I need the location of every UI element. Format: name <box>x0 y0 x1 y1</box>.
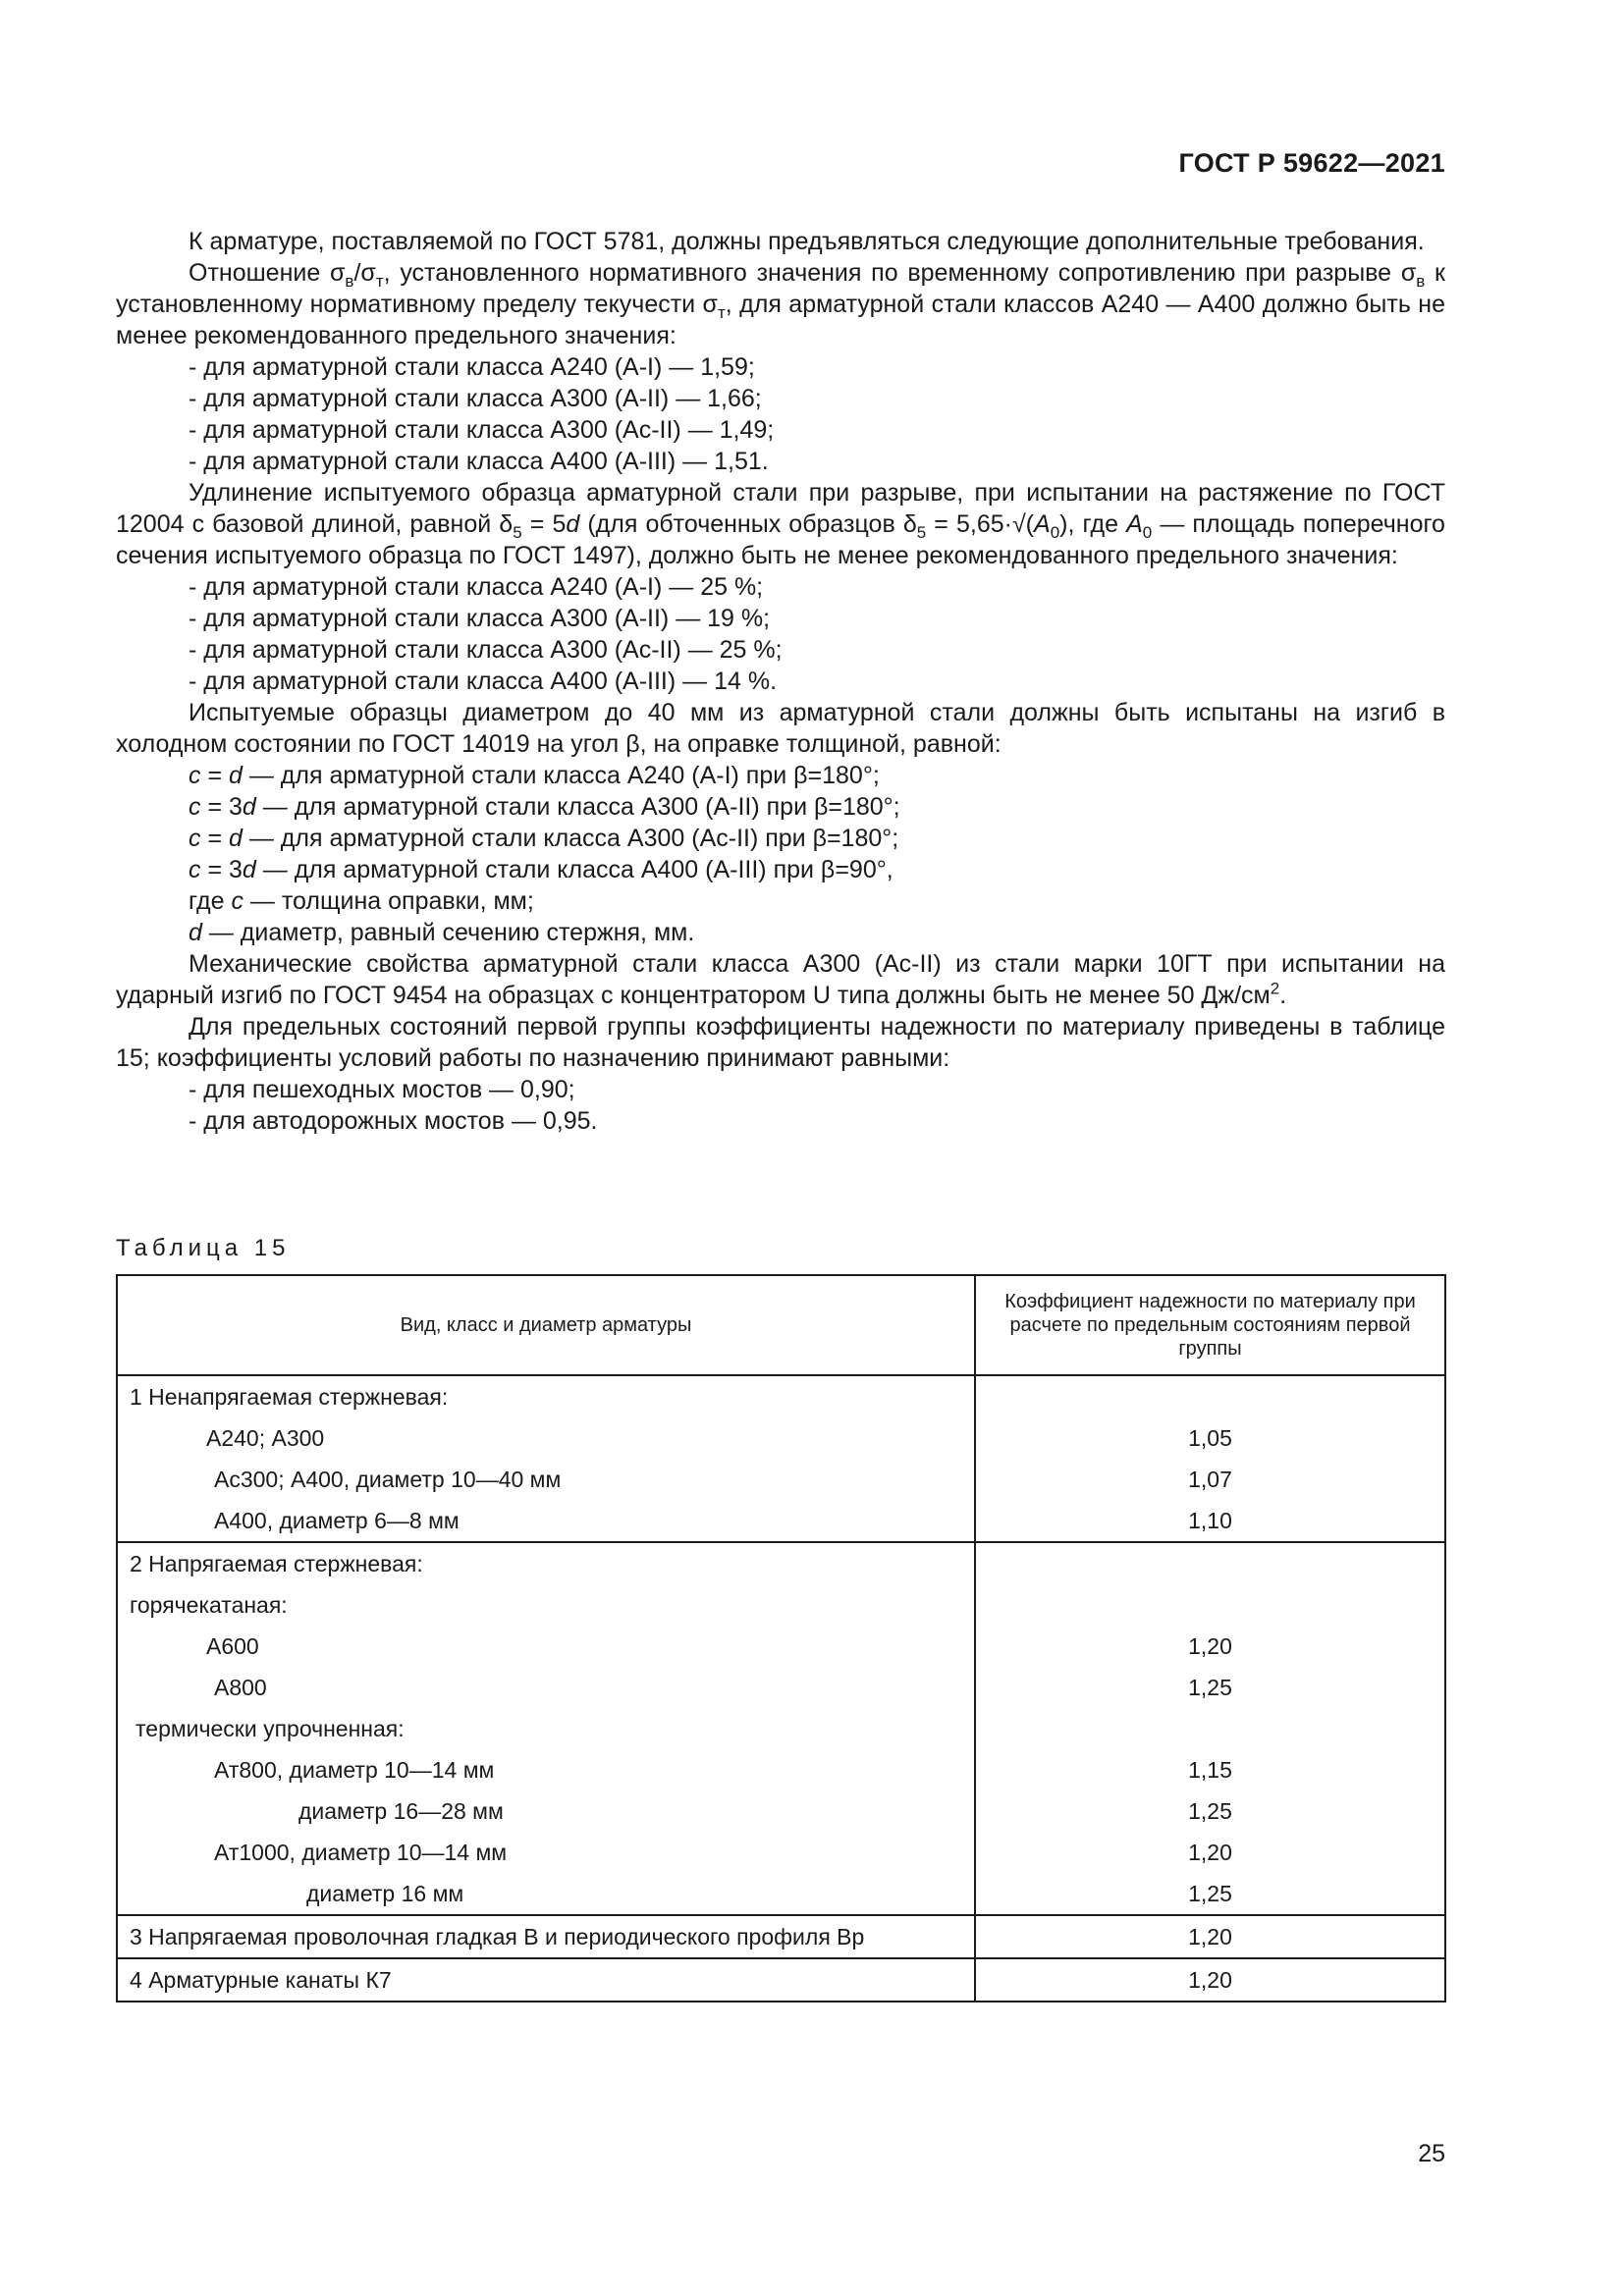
column-header-type: Вид, класс и диаметр арматуры <box>117 1275 975 1375</box>
group-label: 1 Ненапрягаемая стержневая: <box>130 1384 449 1410</box>
body-text <box>116 226 1445 1137</box>
row-label: 4 Арматурные канаты К7 <box>130 1967 392 1993</box>
paragraph-coefficients: Для предельных состояний первой группы коэффициенты надежности по материалу приведены в таблице 15; коэффициенты условий работы по назначению принимают равными: <box>116 1013 1445 1072</box>
row-value: 1,07 <box>1188 1467 1232 1492</box>
row-value: 1,20 <box>1188 1840 1232 1865</box>
row-label: Ат1000, диаметр 10—14 мм <box>214 1840 508 1865</box>
row-value: 1,20 <box>1188 1633 1232 1659</box>
definition-line: d — диаметр, равный сечению стержня, мм. <box>189 919 695 946</box>
row-value: 1,25 <box>1188 1881 1232 1906</box>
page-number: 25 <box>1418 2140 1445 2167</box>
paragraph-impact: Механические свойства арматурной стали класса А300 (Ас-II) из стали марки 10ГТ при испытании на ударный изгиб по ГОСТ 9454 на образцах с концентратором U типа должны быть не менее 50 $Дж/см^2$. <box>116 950 1445 1009</box>
row-value: 1,15 <box>1188 1757 1232 1783</box>
row-value <box>976 1584 1444 1626</box>
list-item: - для арматурной стали класса А240 (А-I) — 1,59; <box>189 353 755 381</box>
row-value <box>976 1376 1444 1417</box>
table-header-row <box>117 1275 1445 1375</box>
paragraph-bend-test: Испытуемые образцы диаметром до 40 мм из арматурной стали должны быть испытаны на изгиб в холодном состоянии по ГОСТ 14019 на угол β, на оправке толщиной, равной: <box>116 699 1445 758</box>
row-label: диаметр 16—28 мм <box>298 1798 504 1824</box>
row-value: 1,10 <box>1188 1508 1232 1533</box>
list-item: - для арматурной стали класса А300 (А-II) — 19 %; <box>189 605 771 632</box>
list-item: - для арматурной стали класса А400 (А-III) — 1,51. <box>189 448 769 475</box>
row-value: 1,25 <box>1188 1675 1232 1700</box>
formula-line: c = 3d — для арматурной стали класса А400 (А-III) при β=90°, <box>189 856 893 883</box>
paragraph-ratio: Отношение $\sigma_в/\sigma_т$, установленного нормативного значения по временному сопротивлению при разрыве $\sigma_в$ к установленному нормативному пределу текучести $\sigma_т$, для арматурной стали классов А240 — А400 должно быть не менее рекомендованного предельного значения: <box>116 259 1445 349</box>
list-item: - для пешеходных мостов — 0,90; <box>189 1076 575 1103</box>
table-row <box>117 1958 1445 2002</box>
table-row <box>117 1915 1445 1958</box>
list-item: - для арматурной стали класса А300 (Ас-II) — 1,49; <box>189 416 775 444</box>
row-value: 1,20 <box>1188 1967 1232 1993</box>
list-item: - для арматурной стали класса А240 (А-I) — 25 %; <box>189 573 764 601</box>
row-label: 3 Напрягаемая проволочная гладкая В и периодического профиля Вр <box>130 1924 865 1949</box>
row-label: термически упрочненная: <box>135 1716 405 1741</box>
row-label: диаметр 16 мм <box>306 1881 464 1906</box>
table-group-row <box>117 1375 1445 1542</box>
formula-line: c = d — для арматурной стали класса А300 (Ас-II) при β=180°; <box>189 825 899 852</box>
paragraph-intro: К арматуре, поставляемой по ГОСТ 5781, должны предъявляться следующие дополнительные требования. <box>189 228 1425 255</box>
table-group-row <box>117 1542 1445 1915</box>
row-label: Ас300; А400, диаметр 10—40 мм <box>214 1467 562 1492</box>
row-label: Ат800, диаметр 10—14 мм <box>214 1757 495 1783</box>
list-item: - для арматурной стали класса А300 (Ас-II) — 25 %; <box>189 636 783 664</box>
reliability-table <box>116 1274 1446 2002</box>
row-value: 1,05 <box>1188 1425 1232 1451</box>
definition-line: где c — толщина оправки, мм; <box>189 887 534 915</box>
row-value <box>976 1708 1444 1749</box>
row-label: горячекатаная: <box>130 1592 288 1618</box>
row-value: 1,20 <box>1188 1924 1232 1949</box>
group-label: 2 Напрягаемая стержневая: <box>130 1551 423 1576</box>
row-value <box>976 1543 1444 1584</box>
list-item: - для арматурной стали класса А400 (А-III) — 14 %. <box>189 667 778 695</box>
table-caption: Таблица 15 <box>116 1235 291 1261</box>
paragraph-elongation: Удлинение испытуемого образца арматурной стали при разрыве, при испытании на растяжение по ГОСТ 12004 с базовой длиной, равной $\delta_5 = 5d$ (для обточенных образцов $\delta_5 = 5,65\cdot√(A_0)$, где $A_0$ — площадь поперечного сечения испытуемого образца по ГОСТ 1497), должно быть не менее рекомендованного предельного значения: <box>116 479 1445 569</box>
list-item: - для автодорожных мостов — 0,95. <box>189 1107 598 1135</box>
formula-line: c = d — для арматурной стали класса А240 (А-I) при β=180°; <box>189 762 880 789</box>
row-label: А800 <box>214 1675 267 1700</box>
row-value: 1,25 <box>1188 1798 1232 1824</box>
formula-line: c = 3d — для арматурной стали класса А300 (А-II) при β=180°; <box>189 793 900 821</box>
list-item: - для арматурной стали класса А300 (А-II) — 1,66; <box>189 385 762 412</box>
document-code-header: ГОСТ Р 59622—2021 <box>1178 148 1445 178</box>
column-header-coefficient: Коэффициент надежности по материалу при расчете по предельным состояниям первой группы <box>975 1275 1445 1375</box>
row-label: А400, диаметр 6—8 мм <box>214 1508 460 1533</box>
row-label: А240; А300 <box>206 1425 325 1451</box>
row-label: А600 <box>206 1633 259 1659</box>
